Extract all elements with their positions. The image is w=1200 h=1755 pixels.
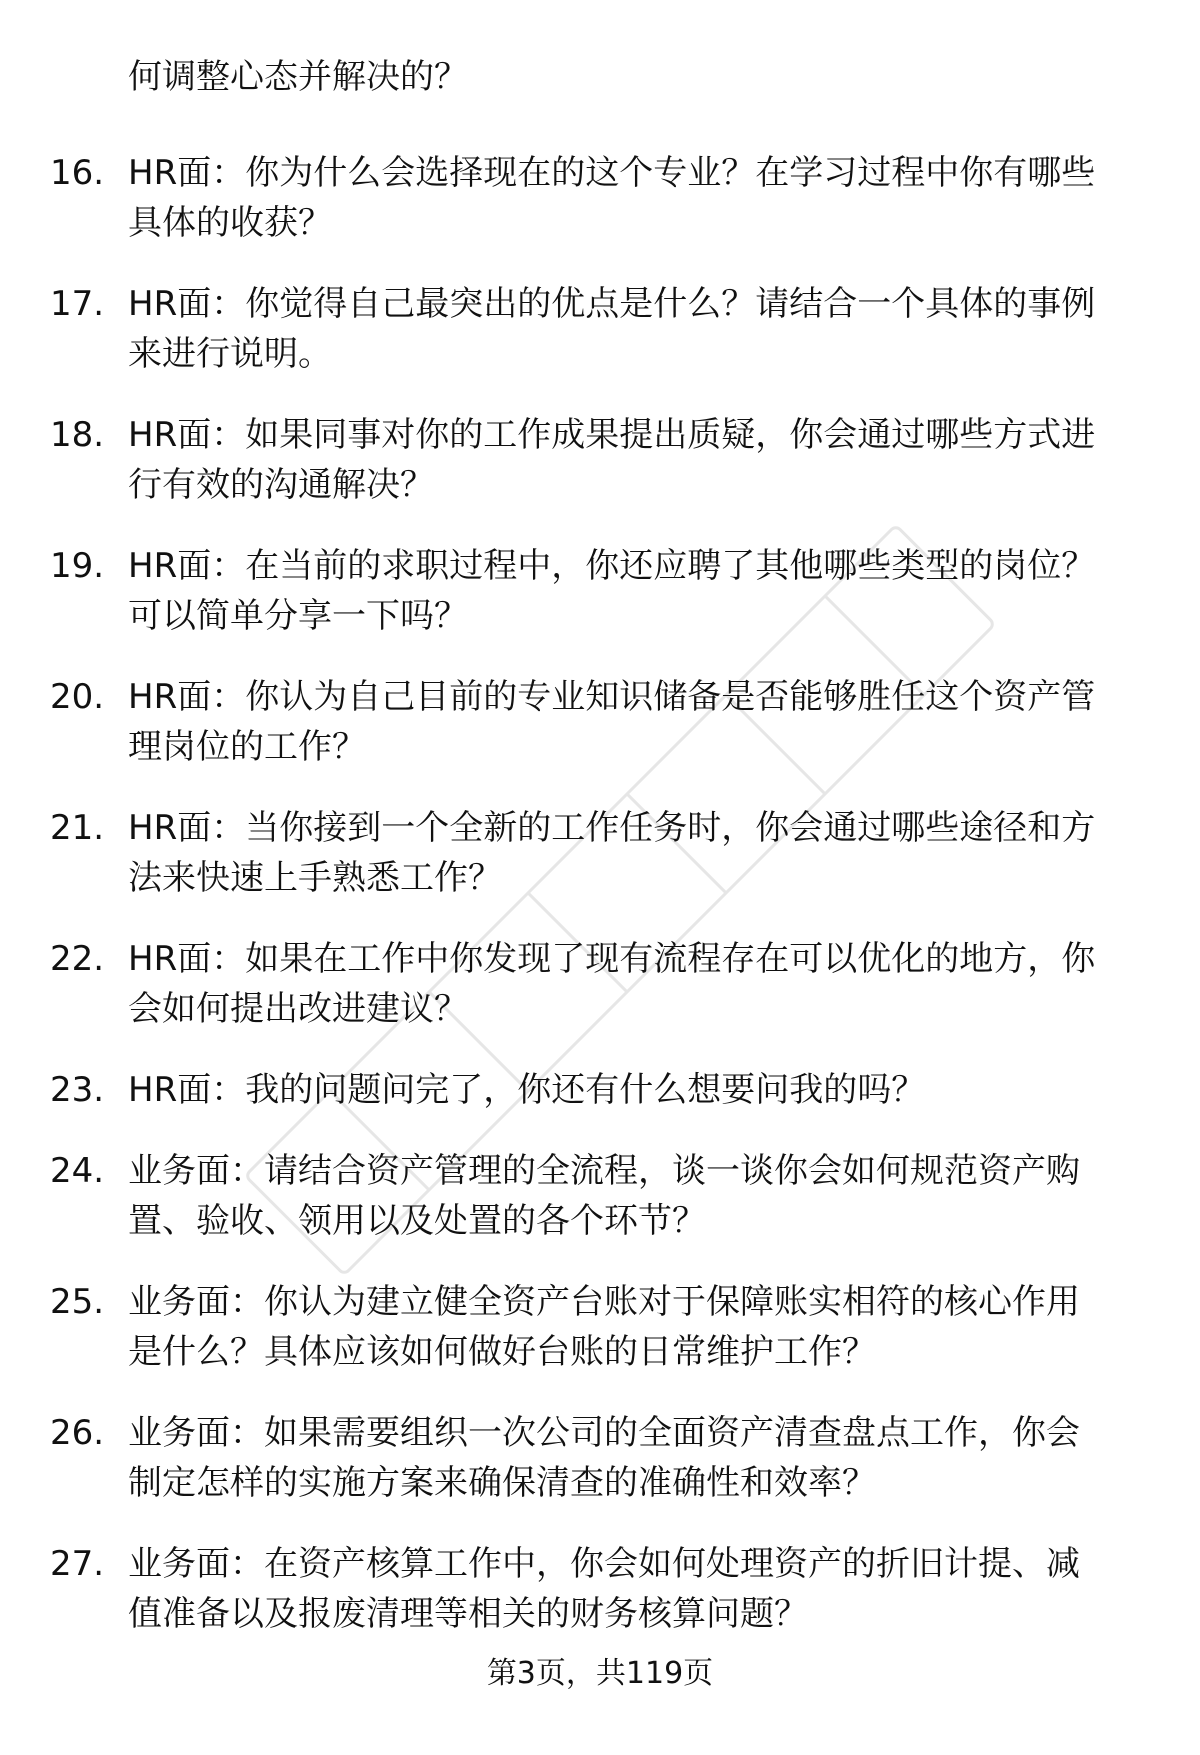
question-line: HR面：当你接到一个全新的工作任务时，你会通过哪些途径和方 [128,808,1096,848]
question-line: 会如何提出改进建议？ [128,989,468,1029]
question-line: 制定怎样的实施方案来确保清查的准确性和效率？ [128,1463,876,1503]
question-text [128,934,1158,1034]
question-number: 22. [50,939,105,979]
question-item [0,1277,1200,1408]
question-item [0,541,1200,672]
question-text [128,541,1158,641]
question-number: 23. [50,1070,105,1110]
question-number: 19. [50,546,105,586]
question-text [128,148,1158,248]
question-line: 理岗位的工作？ [128,727,366,767]
question-text [128,1146,1158,1246]
question-item [0,672,1200,803]
question-text [128,803,1158,903]
question-line: 业务面：在资产核算工作中，你会如何处理资产的折旧计提、减 [128,1544,1080,1584]
question-item [0,279,1200,410]
question-number: 27. [50,1544,105,1584]
question-list [0,148,1200,1670]
question-item [0,1065,1200,1146]
question-line: HR面：在当前的求职过程中，你还应聘了其他哪些类型的岗位？ [128,546,1096,586]
question-line: 业务面：你认为建立健全资产台账对于保障账实相符的核心作用 [128,1282,1080,1322]
question-text [128,1065,1158,1115]
page-footer: 第3页，共119页 [486,1656,714,1691]
question-number: 18. [50,415,105,455]
question-text [128,1408,1158,1508]
question-item [0,1408,1200,1539]
question-line: 值准备以及报废清理等相关的财务核算问题？ [128,1594,808,1634]
question-text [128,279,1158,379]
question-item [0,148,1200,279]
question-number: 17. [50,284,105,324]
question-number: 24. [50,1151,105,1191]
question-line: 行有效的沟通解决？ [128,465,434,505]
question-text [128,1539,1158,1639]
question-number: 26. [50,1413,105,1453]
question-item [0,1539,1200,1670]
question-number: 25. [50,1282,105,1322]
question-number: 20. [50,677,105,717]
question-line: 来进行说明。 [128,334,332,374]
question-line: 可以简单分享一下吗？ [128,596,468,636]
question-text [128,410,1158,510]
question-line: HR面：你觉得自己最突出的优点是什么？请结合一个具体的事例 [128,284,1096,324]
question-text [128,672,1158,772]
question-line: 置、验收、领用以及处置的各个环节？ [128,1201,706,1241]
continuation-line: 何调整心态并解决的？ [128,57,468,97]
question-line: HR面：我的问题问完了，你还有什么想要问我的吗？ [128,1070,926,1110]
question-line: 具体的收获？ [128,203,332,243]
question-item [0,803,1200,934]
question-line: 法来快速上手熟悉工作？ [128,858,502,898]
question-item [0,1146,1200,1277]
question-line: 业务面：请结合资产管理的全流程，谈一谈你会如何规范资产购 [128,1151,1080,1191]
question-number: 21. [50,808,105,848]
question-line: HR面：你认为自己目前的专业知识储备是否能够胜任这个资产管 [128,677,1096,717]
question-line: 业务面：如果需要组织一次公司的全面资产清查盘点工作，你会 [128,1413,1080,1453]
question-line: HR面：如果在工作中你发现了现有流程存在可以优化的地方，你 [128,939,1096,979]
question-text [128,1277,1158,1377]
question-item [0,410,1200,541]
question-line: HR面：你为什么会选择现在的这个专业？在学习过程中你有哪些 [128,153,1096,193]
question-item [0,934,1200,1065]
question-line: 是什么？具体应该如何做好台账的日常维护工作？ [128,1332,876,1372]
question-number: 16. [50,153,105,193]
question-line: HR面：如果同事对你的工作成果提出质疑，你会通过哪些方式进 [128,415,1096,455]
